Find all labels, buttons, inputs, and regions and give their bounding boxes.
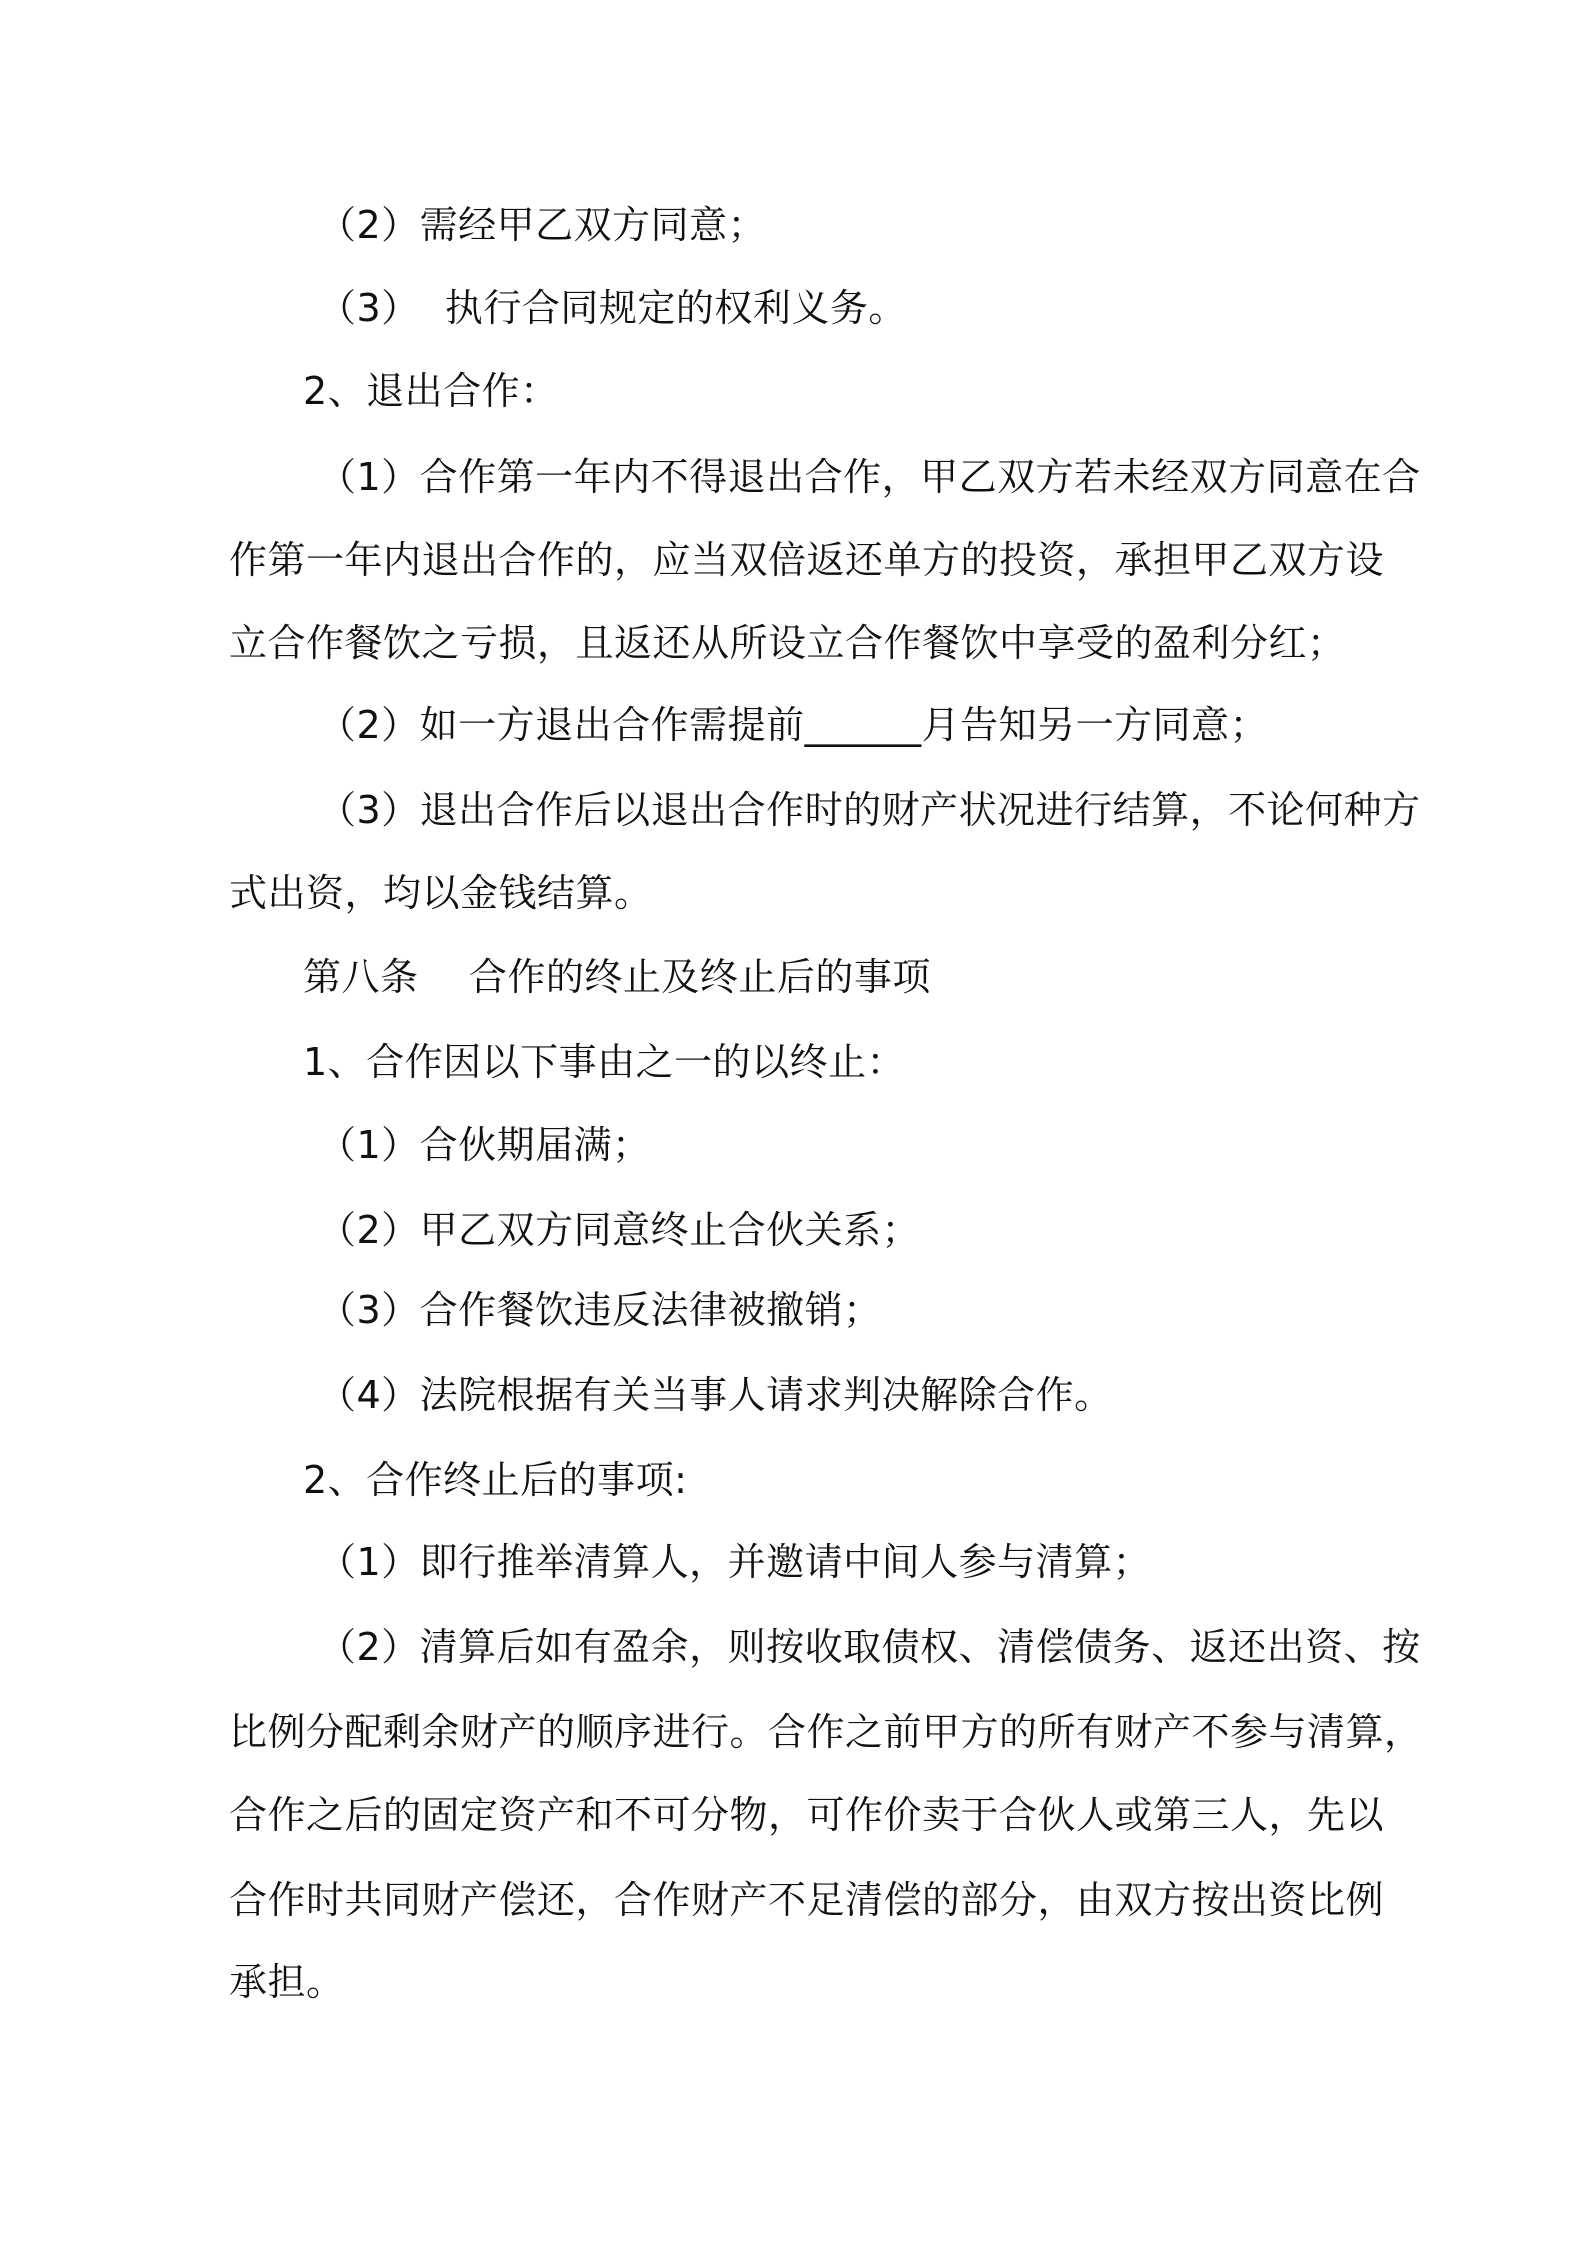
post-termination-item-2-line-2: 比例分配剩余财产的顺序进行。合作之前甲方的所有财产不参与清算， (229, 1710, 1423, 1754)
post-termination-item-2-line-4: 合作时共同财产偿还，合作财产不足清偿的部分，由双方按出资比例 (229, 1878, 1385, 1922)
article-8-title: 第八条 合作的终止及终止后的事项 (303, 955, 931, 999)
exit-item-1-line-3: 立合作餐饮之亏损，且返还从所设立合作餐饮中享受的盈利分红； (229, 621, 1346, 665)
termination-heading: 1、合作因以下事由之一的以终止： (303, 1040, 906, 1084)
clause-7-2-sub-3: （3） 执行合同规定的权利义务。 (318, 286, 907, 330)
post-termination-heading: 2、合作终止后的事项: (303, 1458, 688, 1502)
post-termination-item-2-line-3: 合作之后的固定资产和不可分物，可作价卖于合伙人或第三人，先以 (229, 1793, 1385, 1837)
exit-item-3-line-2: 式出资，均以金钱结算。 (229, 871, 653, 915)
exit-item-3-line-1: （3）退出合作后以退出合作时的财产状况进行结算，不论何种方 (318, 788, 1421, 832)
exit-item-1-line-1: （1）合作第一年内不得退出合作，甲乙双方若未经双方同意在合 (318, 455, 1421, 499)
termination-item-1: （1）合伙期届满； (318, 1123, 651, 1167)
section-exit-heading: 2、退出合作： (303, 369, 559, 413)
post-termination-item-1: （1）即行推举清算人，并邀请中间人参与清算； (318, 1540, 1152, 1584)
termination-item-2: （2）甲乙双方同意终止合伙关系； (318, 1208, 921, 1252)
clause-7-2-sub-2: （2）需经甲乙双方同意； (318, 203, 767, 247)
exit-item-1-line-2: 作第一年内退出合作的，应当双倍返还单方的投资，承担甲乙双方设 (229, 538, 1385, 582)
termination-item-4: （4）法院根据有关当事人请求判决解除合作。 (318, 1373, 1113, 1417)
post-termination-item-2-line-1: （2）清算后如有盈余，则按收取债权、清偿债务、返还出资、按 (318, 1625, 1421, 1669)
post-termination-item-2-line-5: 承担。 (229, 1960, 345, 2004)
exit-item-2: （2）如一方退出合作需提前______月告知另一方同意； (318, 703, 1269, 747)
termination-item-3: （3）合作餐饮违反法律被撤销； (318, 1288, 882, 1332)
